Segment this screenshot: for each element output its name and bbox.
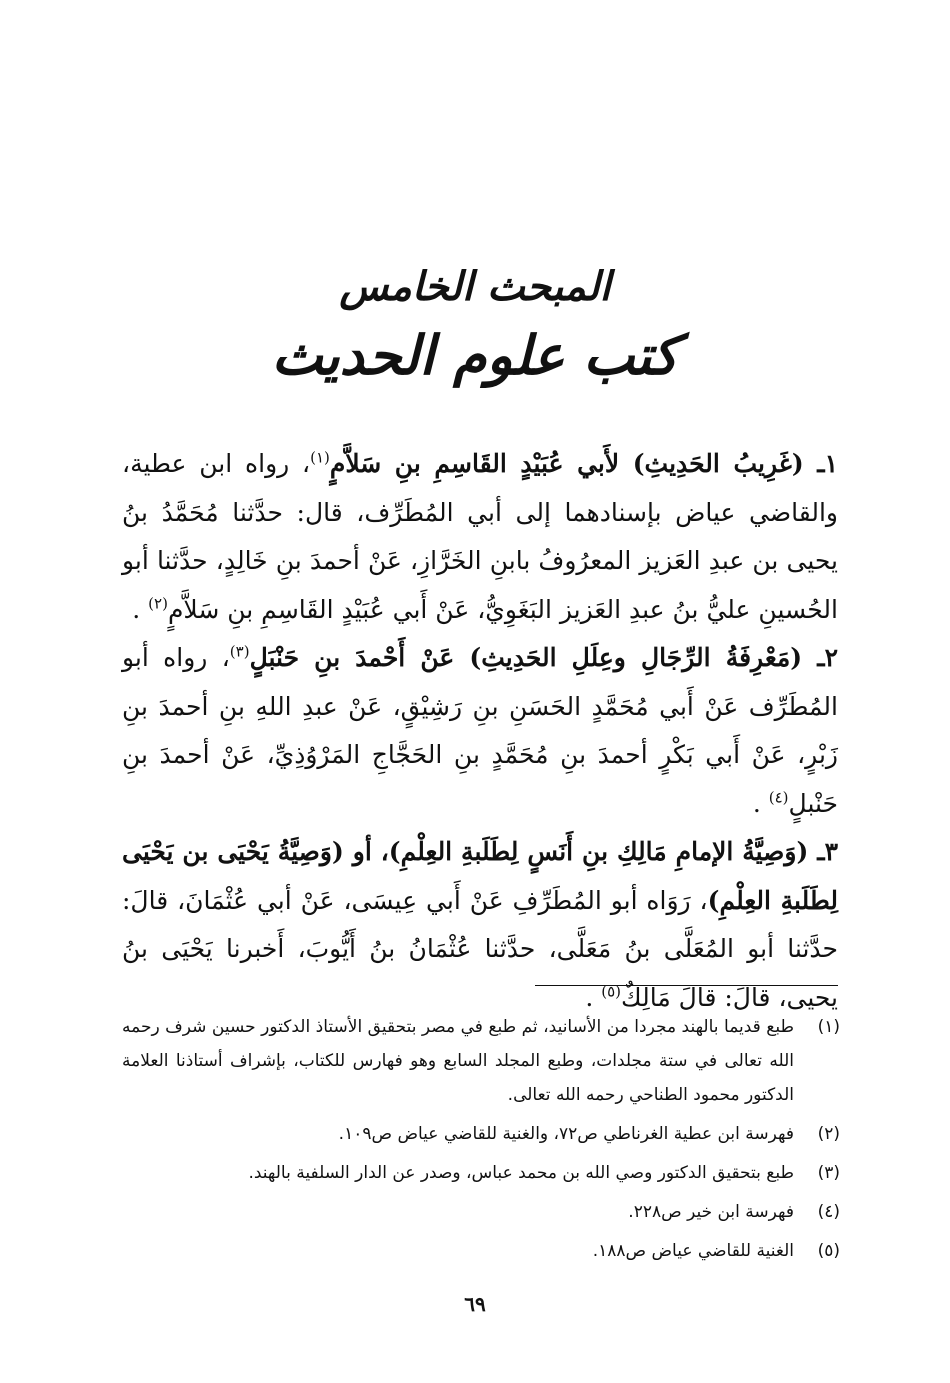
paragraph-tail: . <box>132 594 149 624</box>
footnote-ref: (٤) <box>768 788 789 807</box>
footnote-ref: (١) <box>310 448 330 467</box>
footnote-number: (٣) <box>817 1163 840 1183</box>
footnotes <box>122 1010 840 1273</box>
paragraph-3 <box>122 828 838 1022</box>
paragraph-text: ، رواه ابن عطية، والقاضي عياض بإسنادهما إلى أبي المُطَرِّف، قال: حدَّثنا مُحَمَّدُ بنُ يحيى بن عبدِ العَزيز المعرُوفُ بابنِ الخَرَّازِ، عَنْ أحمدَ بنِ خَالِدٍ، حدَّثنا أبو الحُسينِ عليُّ بنُ عبدِ العَزيز البَغَوِيُّ، عَنْ أَبي عُبَيْدٍ القَاسِمِ بنِ سَلاَّمٍ <box>122 449 838 624</box>
paragraph-tail: . <box>752 788 769 818</box>
footnote-text: الغنية للقاضي عياض ص١٨٨. <box>592 1241 794 1261</box>
footnote-ref: (٢) <box>148 594 168 613</box>
paragraph-text: ، رَوَاه أبو المُطَرِّفِ عَنْ أَبي عِيسَى، عَنْ أبي عُثْمَانَ، قالَ: حدَّثنا أبو المُعَلَّى بنُ مَعَلَّى، حدَّثنا عُثْمَانُ بنُ أَيُّوبَ، أَخبرنا يَحْيَى بنُ يحيى، قالَ: قالَ مَالِكٌ <box>122 885 838 1012</box>
paragraph-lead: ١ـ (غَرِيبُ الحَدِيثِ) لأَبي عُبَيْدٍ القَاسِمِ بنِ سَلاَّمٍ <box>329 449 838 478</box>
footnote-divider <box>535 985 838 986</box>
footnote-number: (٢) <box>817 1124 840 1144</box>
footnote-ref: (٥) <box>601 982 622 1001</box>
footnote-number: (١) <box>817 1017 840 1037</box>
footnote-4 <box>122 1195 840 1229</box>
paragraph-lead: ٣ـ (وَصِيَّةُ الإمامِ مَالِكِ بنِ أَنَسٍ لِطَلَبةِ العِلْمِ)، أو (وَصِيَّةُ يَحْيَى بن يَحْيَى لِطَلَبةِ العِلْمِ) <box>122 837 838 915</box>
footnote-3 <box>122 1156 840 1190</box>
footnote-text: طبع بتحقيق الدكتور وصي الله بن محمد عباس، وصدر عن الدار السلفية بالهند. <box>248 1163 794 1183</box>
main-text <box>122 440 838 1022</box>
paragraph-2 <box>122 634 838 828</box>
chapter-heading <box>0 258 950 394</box>
paragraph-lead: ٢ـ (مَعْرِفَةُ الرِّجَالِ وعِلَلِ الحَدِيثِ) عَنْ أَحْمدَ بنِ حَنْبَلٍ <box>249 643 838 672</box>
paragraph-text: ، رواه أبو المُطَرِّف عَنْ أَبي مُحَمَّدٍ الحَسَنِ بنِ رَشِيْقٍ، عَنْ عبدِ اللهِ بنِ أحمدَ بنِ زَبْرٍ، عَنْ أَبي بَكْرٍ أحمدَ بنِ مُحَمَّدٍ بنِ الحَجَّاجِ المَرْوُذِيِّ، عَنْ أحمدَ بنِ حَنْبلٍ <box>122 643 838 818</box>
heading-line-2: كتب علوم الحديث <box>271 323 679 387</box>
footnote-5 <box>122 1234 840 1268</box>
footnote-1 <box>122 1010 840 1112</box>
footnote-text: فهرسة ابن خير ص٢٢٨. <box>628 1202 794 1222</box>
heading-line-1: المبحث الخامس <box>339 263 611 310</box>
page-number: ٦٩ <box>464 1292 486 1316</box>
footnote-ref: (٣) <box>229 642 250 661</box>
footnote-text: فهرسة ابن عطية الغرناطي ص٧٢، والغنية للقاضي عياض ص١٠٩. <box>338 1124 794 1144</box>
footnote-number: (٥) <box>817 1241 840 1261</box>
footnote-number: (٤) <box>817 1202 840 1222</box>
paragraph-1 <box>122 440 838 634</box>
footnote-2 <box>122 1117 840 1151</box>
footnote-text: طبع قديما بالهند مجردا من الأسانيد، ثم طبع في مصر بتحقيق الأستاذ الدكتور حسين شرف رحمه الله تعالى في ستة مجلدات، وطبع المجلد السابع وهو فهارس للكتاب، بإشراف أستاذنا العلامة الدكتور محمود الطناحي رحمه الله تعالى. <box>122 1017 794 1105</box>
paragraph-tail: . <box>585 982 602 1012</box>
